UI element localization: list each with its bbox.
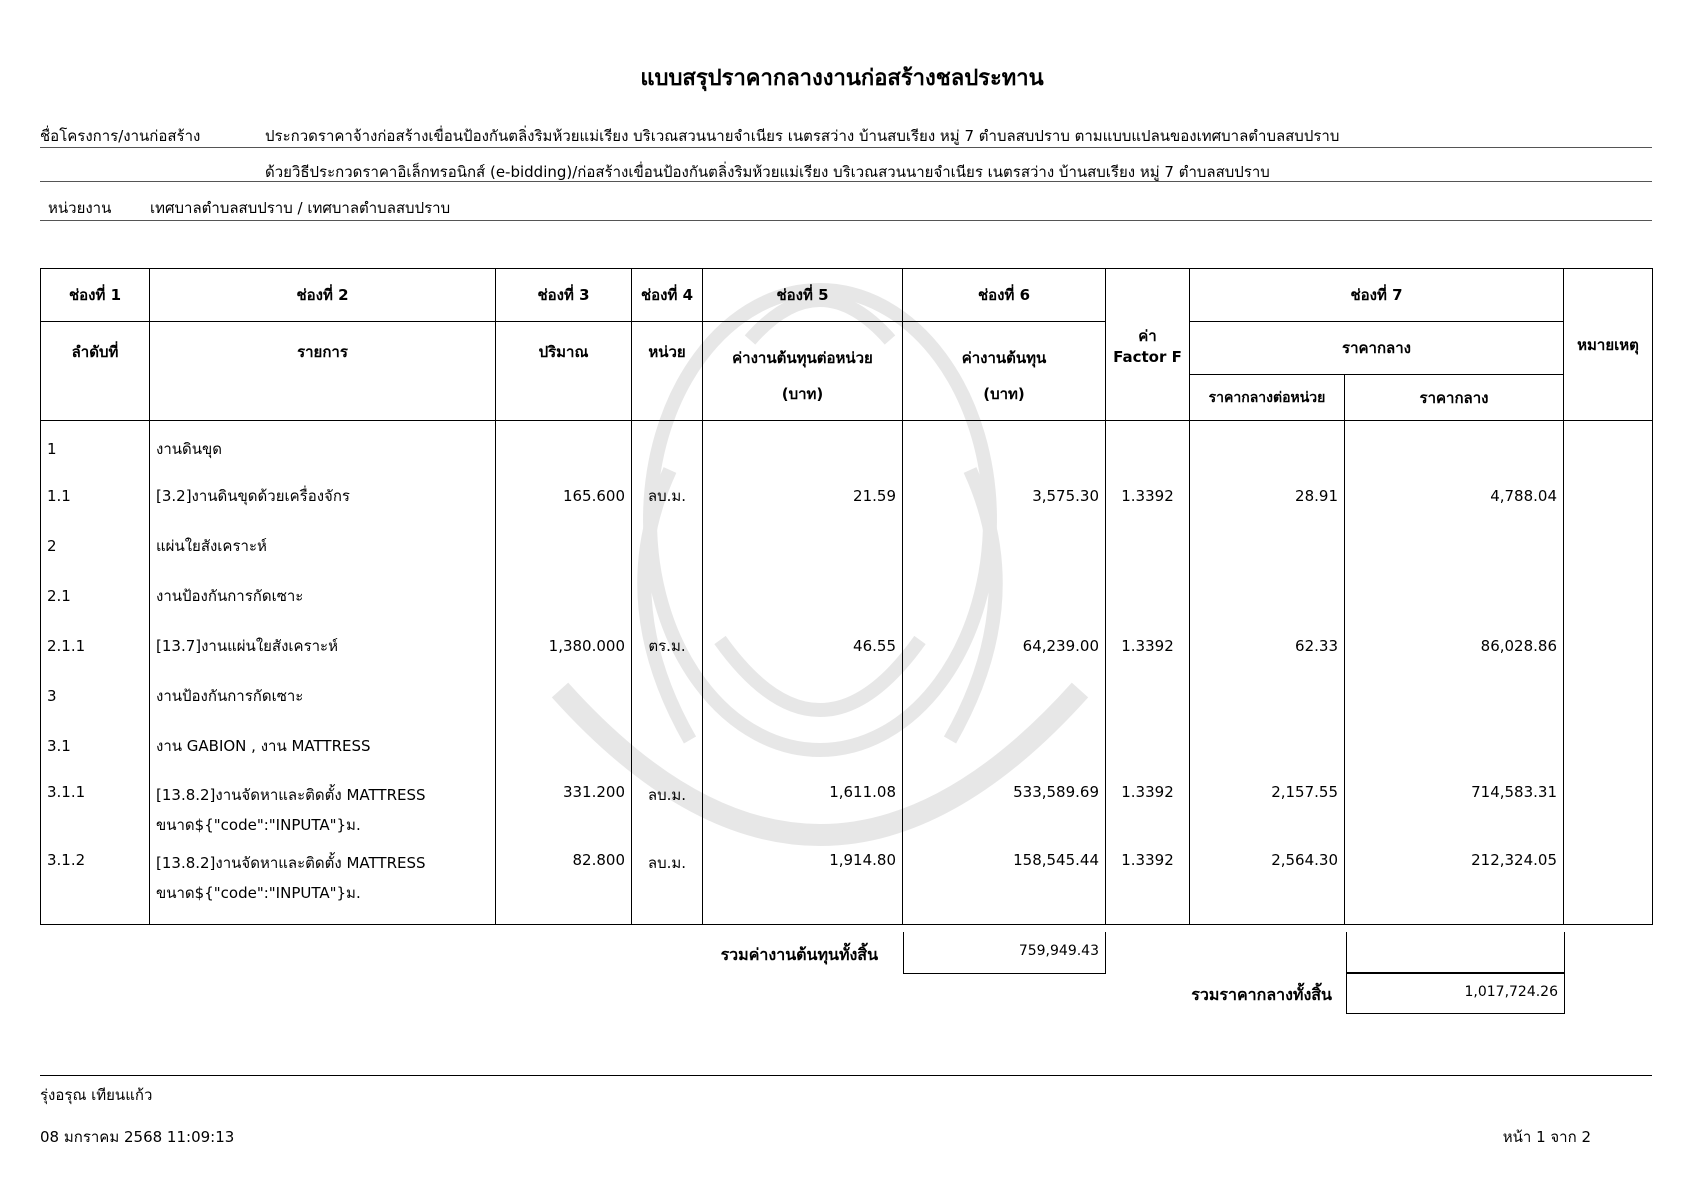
row-item: งานดินขุด <box>150 421 496 471</box>
row-median-unit <box>1190 671 1345 721</box>
row-factor <box>1106 571 1190 621</box>
header-factor <box>1106 269 1190 421</box>
document-title: แบบสรุปราคากลางงานก่อสร้างชลประทาน <box>640 66 1044 91</box>
row-seq: 2.1.1 <box>41 621 150 671</box>
row-cost <box>903 521 1106 571</box>
row-unit: ลบ.ม. <box>632 771 703 851</box>
row-seq: 1 <box>41 421 150 471</box>
row-item-cell <box>150 851 496 925</box>
row-median-unit <box>1190 721 1345 771</box>
total-cost-label: รวมค่างานต้นทุนทั้งสิ้น <box>720 945 878 964</box>
project-line-1: ประกวดราคาจ้างก่อสร้างเขื่อนป้องกันตลิ่งริมห้วยแม่เรียง บริเวณสวนนายจำเนียร เนตรสว่าง บ้านสบเรียง หมู่ 7 ตำบลสบปราบ ตามแบบแปลนของเทศบาลตำบลสบปราบ <box>265 127 1340 145</box>
row-item: แผ่นใยสังเคราะห์ <box>150 521 496 571</box>
row-remark <box>1564 621 1653 671</box>
row-item-cell <box>150 771 496 851</box>
row-median-total: 212,324.05 <box>1345 851 1564 925</box>
row-item: [13.7]งานแผ่นใยสังเคราะห์ <box>150 621 496 671</box>
row-unit-cost <box>703 521 903 571</box>
row-median-total: 714,583.31 <box>1345 771 1564 851</box>
header-seq: ลำดับที่ <box>41 322 150 421</box>
row-remark <box>1564 571 1653 621</box>
header-median: ราคากลาง <box>1190 322 1564 375</box>
row-seq: 3.1 <box>41 721 150 771</box>
header-unit-cost-label: ค่างานต้นทุนต่อหน่วย <box>732 349 873 367</box>
header-factor-bottom: Factor F <box>1113 347 1182 366</box>
total-median-value: 1,017,724.26 <box>1346 972 1565 1014</box>
row-median-total <box>1345 571 1564 621</box>
row-factor <box>1106 671 1190 721</box>
header-remark: หมายเหตุ <box>1564 269 1653 421</box>
row-seq: 1.1 <box>41 471 150 521</box>
divider <box>40 147 1652 148</box>
print-datetime: 08 มกราคม 2568 11:09:13 <box>40 1128 235 1146</box>
row-remark <box>1564 671 1653 721</box>
row-median-unit: 2,157.55 <box>1190 771 1345 851</box>
row-factor: 1.3392 <box>1106 621 1190 671</box>
header-col2: ช่องที่ 2 <box>150 269 496 322</box>
row-remark <box>1564 851 1653 925</box>
header-factor-top: ค่า <box>1138 326 1157 345</box>
divider <box>40 181 1652 182</box>
row-unit-cost <box>703 571 903 621</box>
row-item: งานป้องกันการกัดเซาะ <box>150 571 496 621</box>
row-unit-cost: 1,914.80 <box>703 851 903 925</box>
row-seq: 2 <box>41 521 150 571</box>
row-median-total <box>1345 421 1564 471</box>
footer-divider <box>40 1075 1652 1076</box>
row-cost <box>903 421 1106 471</box>
row-unit-cost <box>703 421 903 471</box>
row-median-unit <box>1190 521 1345 571</box>
row-remark <box>1564 771 1653 851</box>
row-qty <box>496 421 632 471</box>
row-median-unit: 2,564.30 <box>1190 851 1345 925</box>
row-item: [13.8.2]งานจัดหาและติดตั้ง MATTRESS <box>156 853 426 872</box>
row-factor <box>1106 721 1190 771</box>
project-label: ชื่อโครงการ/งานก่อสร้าง <box>40 127 201 145</box>
row-cost <box>903 571 1106 621</box>
row-unit <box>632 671 703 721</box>
row-median-unit: 28.91 <box>1190 471 1345 521</box>
header-median-unit: ราคากลางต่อหน่วย <box>1190 375 1345 421</box>
row-median-total: 4,788.04 <box>1345 471 1564 521</box>
row-median-total: 86,028.86 <box>1345 621 1564 671</box>
header-unit-cost <box>703 322 903 421</box>
row-cost: 533,589.69 <box>903 771 1106 851</box>
total-cost-value: 759,949.43 <box>903 932 1106 974</box>
total-median-spacer <box>1346 932 1565 974</box>
agency-value: เทศบาลตำบลสบปราบ / เทศบาลตำบลสบปราบ <box>150 199 451 217</box>
row-cost <box>903 721 1106 771</box>
row-remark <box>1564 421 1653 471</box>
header-cost-label: ค่างานต้นทุน <box>961 349 1047 367</box>
row-factor: 1.3392 <box>1106 851 1190 925</box>
row-item-size: ขนาด${"code":"INPUTA"}ม. <box>156 883 361 902</box>
row-unit <box>632 721 703 771</box>
row-qty: 331.200 <box>496 771 632 851</box>
row-item: [3.2]งานดินขุดด้วยเครื่องจักร <box>150 471 496 521</box>
row-remark <box>1564 471 1653 521</box>
row-unit <box>632 521 703 571</box>
agency-label: หน่วยงาน <box>48 199 112 217</box>
row-median-unit <box>1190 421 1345 471</box>
row-unit: ลบ.ม. <box>632 471 703 521</box>
row-item: งานป้องกันการกัดเซาะ <box>150 671 496 721</box>
header-col1: ช่องที่ 1 <box>41 269 150 322</box>
header-unit: หน่วย <box>632 322 703 421</box>
price-summary-table <box>40 268 1653 925</box>
row-unit-cost: 21.59 <box>703 471 903 521</box>
row-seq: 3.1.2 <box>41 851 150 925</box>
total-median-label: รวมราคากลางทั้งสิ้น <box>1191 985 1332 1004</box>
header-qty: ปริมาณ <box>496 322 632 421</box>
row-unit <box>632 571 703 621</box>
row-unit-cost: 1,611.08 <box>703 771 903 851</box>
row-qty <box>496 571 632 621</box>
row-factor: 1.3392 <box>1106 471 1190 521</box>
row-item: [13.8.2]งานจัดหาและติดตั้ง MATTRESS <box>156 785 426 804</box>
divider <box>40 220 1652 221</box>
header-col4: ช่องที่ 4 <box>632 269 703 322</box>
row-qty <box>496 721 632 771</box>
header-col7: ช่องที่ 7 <box>1190 269 1564 322</box>
row-median-unit <box>1190 571 1345 621</box>
header-col3: ช่องที่ 3 <box>496 269 632 322</box>
row-cost <box>903 671 1106 721</box>
row-factor <box>1106 521 1190 571</box>
row-qty <box>496 521 632 571</box>
header-cost-sub: (บาท) <box>983 385 1025 403</box>
row-qty: 82.800 <box>496 851 632 925</box>
page-number: หน้า 1 จาก 2 <box>1502 1128 1591 1146</box>
row-unit: ลบ.ม. <box>632 851 703 925</box>
row-median-unit: 62.33 <box>1190 621 1345 671</box>
row-item-size: ขนาด${"code":"INPUTA"}ม. <box>156 815 361 834</box>
header-unit-cost-sub: (บาท) <box>781 385 824 403</box>
row-qty: 1,380.000 <box>496 621 632 671</box>
header-median-total: ราคากลาง <box>1345 375 1564 421</box>
header-col6: ช่องที่ 6 <box>903 269 1106 322</box>
row-qty <box>496 671 632 721</box>
row-remark <box>1564 521 1653 571</box>
row-median-total <box>1345 671 1564 721</box>
preparer-name: รุ่งอรุณ เทียนแก้ว <box>40 1086 153 1104</box>
header-cost <box>903 322 1106 421</box>
row-unit-cost <box>703 721 903 771</box>
row-unit-cost <box>703 671 903 721</box>
row-median-total <box>1345 521 1564 571</box>
row-cost: 158,545.44 <box>903 851 1106 925</box>
row-seq: 3.1.1 <box>41 771 150 851</box>
row-unit-cost: 46.55 <box>703 621 903 671</box>
row-seq: 3 <box>41 671 150 721</box>
row-median-total <box>1345 721 1564 771</box>
header-item: รายการ <box>150 322 496 421</box>
header-col5: ช่องที่ 5 <box>703 269 903 322</box>
row-qty: 165.600 <box>496 471 632 521</box>
row-unit: ตร.ม. <box>632 621 703 671</box>
row-item: งาน GABION , งาน MATTRESS <box>150 721 496 771</box>
row-seq: 2.1 <box>41 571 150 621</box>
row-remark <box>1564 721 1653 771</box>
row-factor <box>1106 421 1190 471</box>
row-unit <box>632 421 703 471</box>
row-factor: 1.3392 <box>1106 771 1190 851</box>
row-cost: 3,575.30 <box>903 471 1106 521</box>
project-line-2: ด้วยวิธีประกวดราคาอิเล็กทรอนิกส์ (e-bidding)/ก่อสร้างเขื่อนป้องกันตลิ่งริมห้วยแม่เรียง บริเวณสวนนายจำเนียร เนตรสว่าง บ้านสบเรียง หมู่ 7 ตำบลสบปราบ <box>265 163 1270 181</box>
row-cost: 64,239.00 <box>903 621 1106 671</box>
